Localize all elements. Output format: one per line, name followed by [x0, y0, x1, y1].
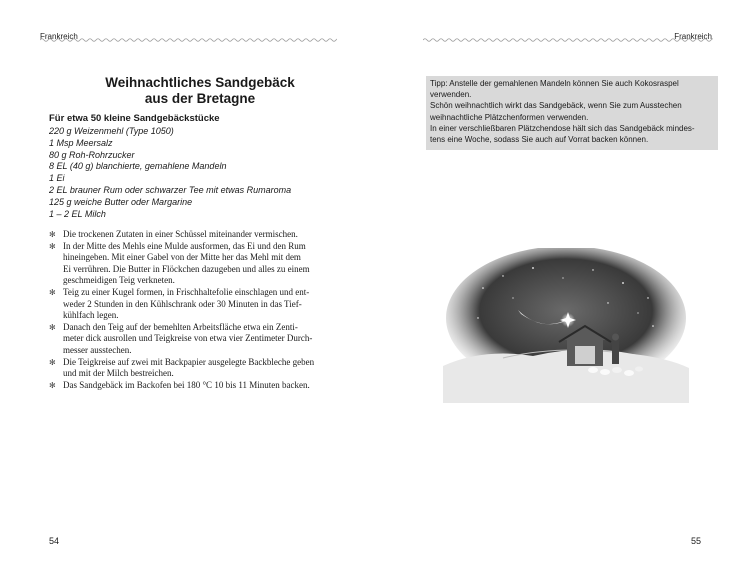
snowflake-bullet-icon: ✻ — [49, 357, 56, 367]
recipe-title — [40, 75, 360, 107]
ingredient-item: 1 Ei — [49, 173, 65, 184]
tip-first-line — [430, 78, 714, 89]
snowflake-bullet-icon: ✻ — [49, 230, 56, 239]
recipe-title-line-1: Weihnachtliches Sandgebäck — [105, 75, 295, 90]
instruction-step — [49, 241, 339, 287]
step-text: hineingeben. Mit einer Gabel von der Mitte her das Mehl mit dem — [63, 252, 301, 263]
instruction-step — [49, 322, 339, 357]
recipe-title-line-2: aus der Bretagne — [144, 91, 256, 106]
right-page — [375, 0, 750, 575]
ingredient-list — [49, 126, 291, 220]
instruction-step — [49, 357, 339, 380]
step-text: Das Sandgebäck im Backofen bei 180 °C 10 bis 11 Minuten backen. — [63, 379, 310, 390]
ingredient-item: 1 – 2 EL Milch — [49, 208, 106, 219]
tip-line: weihnachtliche Plätzchenformen verwenden. — [430, 112, 589, 122]
ingredient-item: 220 g Weizenmehl (Type 1050) — [49, 126, 174, 136]
tip-label: Tipp: — [430, 79, 448, 88]
ingredient-item: 80 g Roh-Rohrzucker — [49, 149, 135, 160]
step-text: Ei verrühren. Die Butter in Flöckchen dazugeben und alles zu einem — [63, 263, 310, 274]
snowflake-bullet-icon: ✻ — [49, 322, 56, 332]
wave-divider-left — [40, 37, 337, 43]
tip-text: Anstelle der gemahlenen Mandeln können Sie auch Kokosraspel — [447, 79, 679, 88]
step-text: Teig zu einer Kugel formen, in Frischhaltefolie einschlagen und ent- — [63, 286, 310, 297]
running-head-left: Frankreich — [40, 32, 78, 41]
ingredient-item: 8 EL (40 g) blanchierte, gemahlene Mandeln — [49, 161, 227, 172]
snowflake-bullet-icon: ✻ — [49, 287, 56, 297]
nativity-illustration — [443, 248, 689, 403]
step-text: Die Teigkreise auf zwei mit Backpapier ausgelegte Backbleche geben — [63, 356, 315, 367]
step-text: messer ausstechen. — [63, 344, 132, 355]
page-number-right: 55 — [690, 536, 701, 546]
snowflake-bullet-icon: ✻ — [49, 241, 56, 251]
tip-line: verwenden. — [430, 90, 472, 100]
tip-box — [426, 76, 718, 150]
wave-divider-right — [423, 37, 713, 43]
instruction-step — [49, 287, 339, 322]
step-text: meter dick ausrollen und Teigkreise von etwa vier Zentimeter Durch- — [63, 333, 313, 344]
step-text: Danach den Teig auf der bemehlten Arbeitsfläche etwa ein Zenti- — [63, 321, 298, 332]
instruction-step — [49, 229, 339, 241]
instruction-steps — [49, 229, 339, 391]
step-text: In der Mitte des Mehls eine Mulde ausformen, das Ei und den Rum — [63, 240, 306, 251]
step-text: weder 2 Stunden in den Kühlschrank oder 30 Minuten in das Tief- — [63, 298, 302, 309]
tip-line: In einer verschließbaren Plätzchendose hält sich das Sandgebäck mindes- — [430, 123, 695, 133]
servings-heading: Für etwa 50 kleine Sandgebäckstücke — [49, 113, 220, 124]
instruction-step — [49, 380, 339, 392]
step-text: kühlfach legen. — [63, 310, 119, 321]
step-text: und mit der Milch bestreichen. — [63, 368, 174, 379]
ingredient-item: 1 Msp Meersalz — [49, 137, 113, 148]
tip-line: Schön weihnachtlich wirkt das Sandgebäck, wenn Sie zum Ausstechen — [430, 101, 682, 111]
step-text: Die trockenen Zutaten in einer Schüssel miteinander vermischen. — [63, 229, 298, 239]
ingredient-item: 2 EL brauner Rum oder schwarzer Tee mit etwas Rumaroma — [49, 184, 292, 195]
tip-line: tens eine Woche, sodass Sie auch auf Vorrat backen können. — [430, 135, 649, 145]
ingredient-item: 125 g weiche Butter oder Margarine — [49, 196, 193, 207]
snowflake-bullet-icon: ✻ — [49, 380, 56, 390]
page-number-left: 54 — [49, 536, 60, 546]
running-head-right: Frankreich — [674, 32, 712, 41]
step-text: geschmeidigen Teig verkneten. — [63, 275, 175, 286]
